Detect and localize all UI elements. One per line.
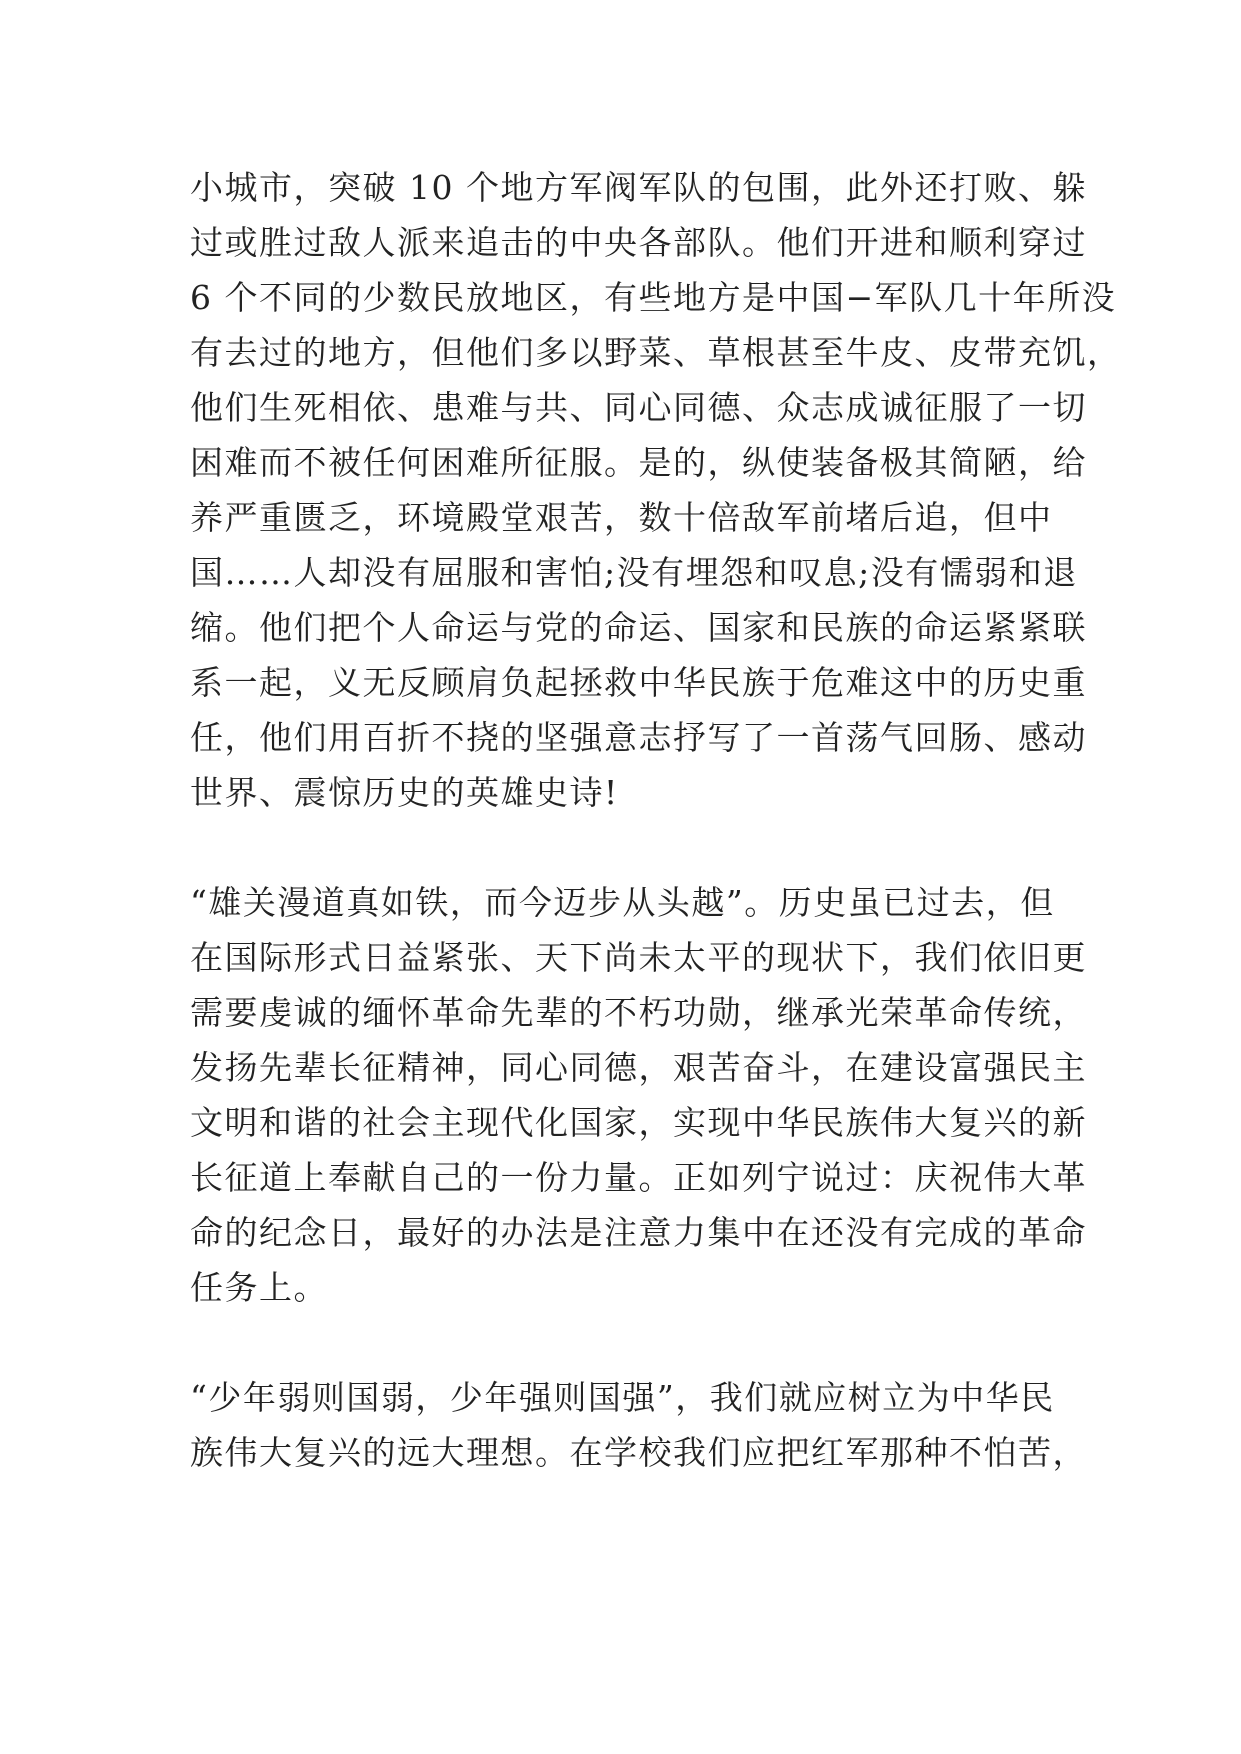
text-line: 小城市，突破 10 个地方军阀军队的包围，此外还打败、躲	[190, 168, 1087, 207]
text-line: 缩。他们把个人命运与党的命运、国家和民族的命运紧紧联	[190, 608, 1087, 647]
text-line: 任务上。	[190, 1268, 328, 1307]
paragraph-3	[190, 1370, 1087, 1480]
text-line: 在国际形式日益紧张、天下尚未太平的现状下，我们依旧更	[190, 938, 1087, 977]
text-line: 世界、震惊历史的英雄史诗!	[190, 773, 619, 812]
text-line: 过或胜过敌人派来追击的中央各部队。他们开进和顺利穿过	[190, 223, 1087, 262]
text-line: 6 个不同的少数民放地区，有些地方是中国−军队几十年所没	[190, 278, 1117, 317]
text-line: 文明和谐的社会主现代化国家，实现中华民族伟大复兴的新	[190, 1103, 1087, 1142]
paragraph-2	[190, 875, 1087, 1315]
text-line: 系一起，义无反顾肩负起拯救中华民族于危难这中的历史重	[190, 663, 1087, 702]
text-line: 族伟大复兴的远大理想。在学校我们应把红军那种不怕苦，	[190, 1433, 1087, 1472]
paragraph-1	[190, 160, 1122, 820]
text-line: 有去过的地方，但他们多以野菜、草根甚至牛皮、皮带充饥，	[190, 333, 1122, 372]
text-line: 发扬先辈长征精神，同心同德，艰苦奋斗，在建设富强民主	[190, 1048, 1087, 1087]
paragraph-spacer	[190, 820, 1070, 875]
text-line: 困难而不被任何困难所征服。是的，纵使装备极其简陋，给	[190, 443, 1087, 482]
paragraph-spacer	[190, 1315, 1070, 1370]
text-line: “少年弱则国弱，少年强则国强”，我们就应树立为中华民	[190, 1378, 1055, 1417]
text-line: 国……人却没有屈服和害怕;没有埋怨和叹息;没有懦弱和退	[190, 553, 1078, 592]
document-body	[190, 160, 1122, 1480]
text-line: 长征道上奉献自己的一份力量。正如列宁说过：庆祝伟大革	[190, 1158, 1087, 1197]
text-line: “雄关漫道真如铁，而今迈步从头越”。历史虽已过去，但	[190, 883, 1055, 922]
text-line: 任，他们用百折不挠的坚强意志抒写了一首荡气回肠、感动	[190, 718, 1087, 757]
text-line: 命的纪念日，最好的办法是注意力集中在还没有完成的革命	[190, 1213, 1087, 1252]
text-line: 他们生死相依、患难与共、同心同德、众志成诚征服了一切	[190, 388, 1087, 427]
text-line: 养严重匮乏，环境殿堂艰苦，数十倍敌军前堵后追，但中	[190, 498, 1053, 537]
text-line: 需要虔诚的缅怀革命先辈的不朽功勋，继承光荣革命传统，	[190, 993, 1087, 1032]
